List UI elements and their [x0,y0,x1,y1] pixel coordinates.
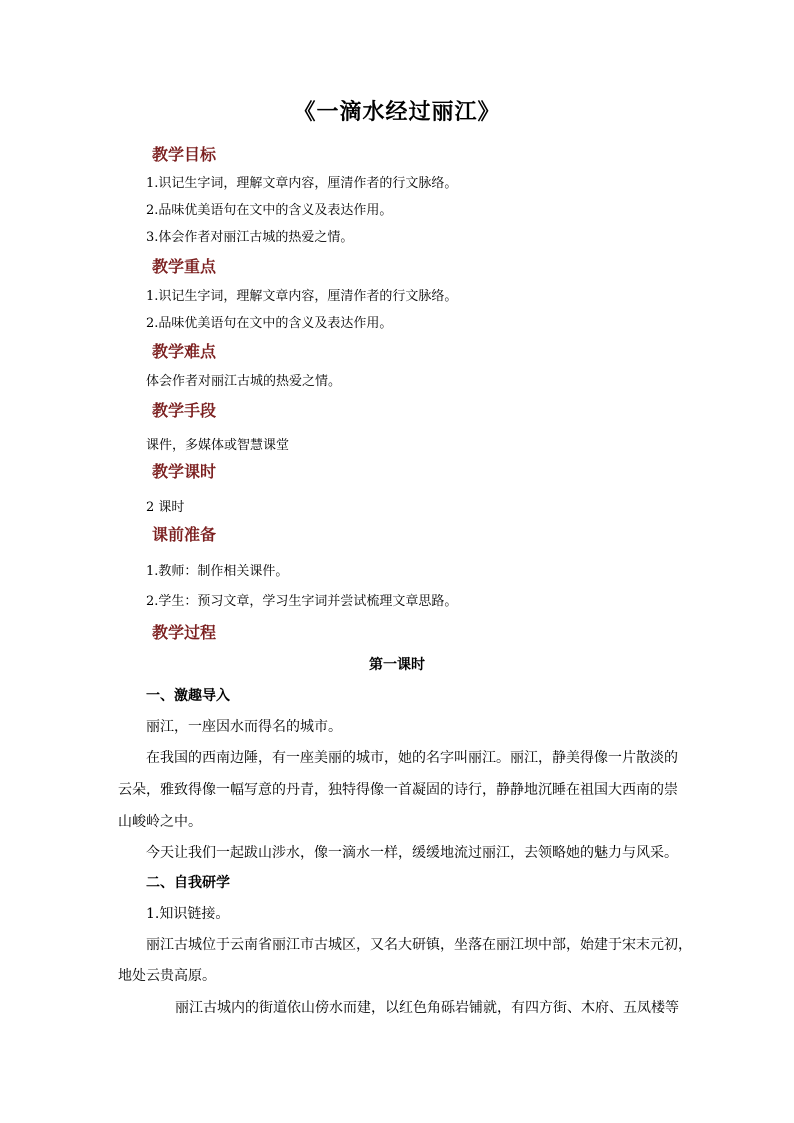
part2-line-3: 地处云贵高原。 [118,968,216,984]
means-text: 课件，多媒体或智慧课堂 [146,438,290,453]
section-heading-process: 教学过程 [152,623,217,642]
goal-item-3: 3.体会作者对丽江古城的热爱之情。 [146,230,354,245]
prep-item-1: 1.教师：制作相关课件。 [146,564,289,579]
part2-line-1: 1.知识链接。 [146,906,230,922]
prep-item-2: 2.学生：预习文章，学习生字词并尝试梳理文章思路。 [146,594,458,609]
goal-item-1: 1.识记生字词，理解文章内容，厘清作者的行文脉络。 [146,176,458,191]
part1-line-5: 今天让我们一起跋山涉水，像一滴水一样，缓缓地流过丽江，去领略她的魅力与风采。 [146,845,678,861]
key-point-item-2: 2.品味优美语句在文中的含义及表达作用。 [146,316,393,331]
hours-text: 2 课时 [146,500,185,515]
part1-line-3: 云朵，雅致得像一幅写意的丹青，独特得像一首凝固的诗行，静静地沉睡在祖国大西南的崇 [118,782,678,798]
goal-item-2: 2.品味优美语句在文中的含义及表达作用。 [146,203,393,218]
part2-line-4: 丽江古城内的街道依山傍水而建，以红色角砾岩铺就，有四方街、木府、五凤楼等 [175,1000,679,1016]
part1-line-2: 在我国的西南边陲，有一座美丽的城市，她的名字叫丽江。丽江，静美得像一片散淡的 [146,750,678,766]
part1-line-1: 丽江，一座因水而得名的城市。 [146,719,342,735]
difficulties-text: 体会作者对丽江古城的热爱之情。 [146,374,342,389]
section-heading-difficulties: 教学难点 [152,342,217,361]
section-heading-prep: 课前准备 [152,525,217,544]
lesson-title: 第一课时 [369,657,425,673]
part2-line-2: 丽江古城位于云南省丽江市古城区，又名大研镇，坐落在丽江坝中部，始建于宋末元初， [146,937,692,953]
section-heading-key-points: 教学重点 [152,257,217,276]
document-title: 《一滴水经过丽江》 [293,99,501,125]
part2-heading: 二、自我研学 [146,875,230,891]
section-heading-means: 教学手段 [152,401,217,420]
part1-line-4: 山峻岭之中。 [118,814,202,830]
section-heading-goals: 教学目标 [152,145,217,164]
part1-heading: 一、激趣导入 [146,688,230,704]
key-point-item-1: 1.识记生字词，理解文章内容，厘清作者的行文脉络。 [146,289,458,304]
section-heading-hours: 教学课时 [152,462,217,481]
